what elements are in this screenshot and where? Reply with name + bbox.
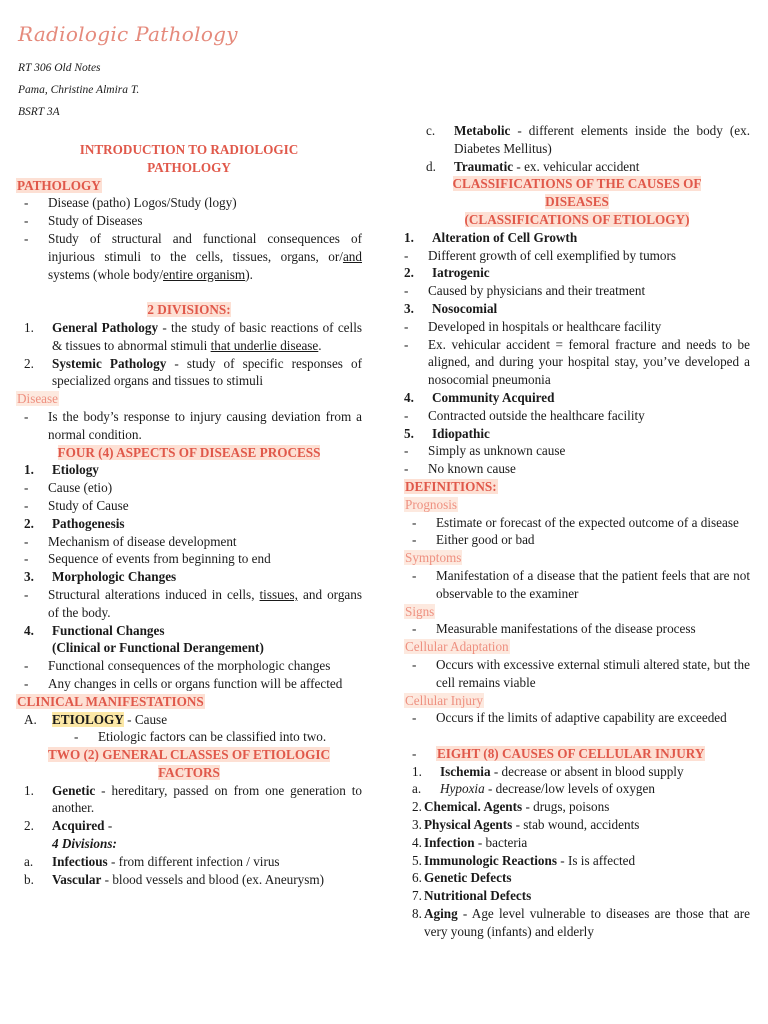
list-item: - Any changes in cells or organs function will be affected bbox=[24, 675, 343, 691]
list-item: b. Vascular - blood vessels and blood (ex. Aneurysm) bbox=[24, 871, 325, 887]
list-item: 1. General Pathology - the study of basic reactions of cells & tissues to abnormal stimuli that underlie disease. bbox=[24, 319, 362, 353]
list-item: c. Metabolic - different elements inside the body (ex. Diabetes Mellitus) bbox=[426, 123, 750, 156]
list-item: - Sequence of events from beginning to end bbox=[24, 551, 271, 567]
list-item: 5. Idiopathic bbox=[404, 425, 490, 441]
list-item: 4. Community Acquired bbox=[404, 389, 555, 405]
eight-causes-heading: - EIGHT (8) CAUSES OF CELLULAR INJURY bbox=[412, 745, 705, 761]
list-item: - Functional consequences of the morphologic changes bbox=[24, 658, 331, 674]
symptoms-tag: Symptoms bbox=[405, 550, 462, 566]
list-item: - Different growth of cell exemplified by tumors bbox=[404, 247, 677, 263]
pathology-heading bbox=[16, 177, 362, 195]
list-item: - Caused by physicians and their treatment bbox=[404, 283, 646, 299]
document-title: Radiologic Pathology bbox=[18, 22, 238, 46]
list-item: a. Infectious - from different infection / virus bbox=[24, 853, 280, 869]
list-item: - Simply as unknown cause bbox=[404, 443, 566, 459]
disease-tag: Disease bbox=[17, 391, 59, 407]
section-line: BSRT 3A bbox=[18, 106, 60, 118]
intro-heading-line1: INTRODUCTION TO RADIOLOGIC bbox=[79, 142, 299, 157]
list-item: - Is the body’s response to injury causing deviation from a normal condition. bbox=[24, 408, 362, 442]
clinical-heading: CLINICAL MANIFESTATIONS bbox=[17, 693, 204, 709]
list-item: d. Traumatic - ex. vehicular accident bbox=[426, 158, 640, 174]
list-item: - Mechanism of disease development bbox=[24, 533, 237, 549]
list-item: - Either good or bad bbox=[412, 532, 535, 548]
document-meta bbox=[18, 57, 139, 123]
cellular-adaptation-tag: Cellular Adaptation bbox=[405, 639, 509, 655]
list-item: - No known cause bbox=[404, 461, 516, 477]
list-item: - Occurs with excessive external stimuli altered state, but the cell remains viable bbox=[412, 656, 750, 690]
pathology-item-text: Disease (patho) Logos/Study (logy) bbox=[48, 195, 237, 211]
list-item: 7. Nutritional Defects bbox=[412, 888, 532, 904]
list-item: 3. Nosocomial bbox=[404, 300, 498, 316]
course-line: RT 306 Old Notes bbox=[18, 62, 101, 74]
list-item: - Study of Cause bbox=[24, 497, 129, 513]
right-column bbox=[404, 122, 750, 941]
list-item: 2. Chemical. Agents - drugs, poisons bbox=[412, 799, 610, 815]
intro-heading bbox=[16, 141, 362, 177]
intro-heading-line2: PATHOLOGY bbox=[147, 159, 231, 175]
list-item: 1. Alteration of Cell Growth bbox=[404, 229, 578, 245]
list-item: - Contracted outside the healthcare facility bbox=[404, 407, 645, 423]
disease-item-text: Is the body’s response to injury causing deviation from a normal condition. bbox=[48, 408, 362, 442]
pathology-item-text: Study of structural and functional consequences of injurious stimuli to the cells, tissues, organs, or/and systems (whole body/entire organism). bbox=[48, 230, 362, 282]
list-item: - Estimate or forecast of the expected outcome of a disease bbox=[412, 514, 739, 530]
list-item: 3. Physical Agents - stab wound, accidents bbox=[412, 817, 640, 833]
classifications-heading: CLASSIFICATIONS OF THE CAUSES OF DISEASES (CLASSIFICATIONS OF ETIOLOGY) bbox=[452, 176, 702, 227]
list-item: A. ETIOLOGY - Cause bbox=[24, 711, 168, 727]
list-item: 4. Functional Changes (Clinical or Functional Derangement) bbox=[24, 622, 264, 656]
list-item: 1. Genetic - hereditary, passed on from one generation to another. bbox=[24, 782, 362, 816]
list-item: 3. Morphologic Changes bbox=[24, 569, 177, 585]
division-1-text: General Pathology - the study of basic reactions of cells & tissues to abnormal stimuli that underlie disease. bbox=[52, 319, 362, 353]
list-item: 1. Ischemia - decrease or absent in blood supply bbox=[412, 763, 684, 779]
four-aspects-heading: FOUR (4) ASPECTS OF DISEASE PROCESS bbox=[57, 444, 321, 460]
list-item: - Etiologic factors can be classified into two. bbox=[74, 729, 327, 745]
pathology-item-text: Study of Diseases bbox=[48, 213, 143, 229]
list-item: 2. Systemic Pathology - study of specific responses of specialized organs and tissues to stimuli bbox=[24, 355, 362, 389]
list-item: - Study of structural and functional consequences of injurious stimuli to the cells, tissues, organs, or/and systems (whole body/entire organism). bbox=[24, 230, 362, 282]
prognosis-tag: Prognosis bbox=[405, 496, 458, 512]
cellular-injury-tag: Cellular Injury bbox=[405, 692, 484, 708]
list-item: 8. Aging - Age level vulnerable to diseases are those that are very young (infants) and elderly bbox=[412, 906, 750, 939]
list-item: a. Hypoxia - decrease/low levels of oxygen bbox=[412, 781, 655, 797]
list-item: 6. Genetic Defects bbox=[412, 870, 512, 886]
list-item: - Occurs if the limits of adaptive capability are exceeded bbox=[412, 710, 727, 726]
list-item: - Cause (etio) bbox=[24, 480, 113, 496]
divisions-heading: 2 DIVISIONS: bbox=[147, 302, 231, 318]
list-item: - Study of Diseases bbox=[16, 212, 362, 230]
signs-tag: Signs bbox=[405, 603, 435, 619]
definitions-heading: DEFINITIONS: bbox=[405, 478, 497, 494]
list-item: 2. Pathogenesis bbox=[24, 515, 125, 531]
list-item: 2. Iatrogenic bbox=[404, 265, 490, 281]
list-item: - Manifestation of a disease that the patient feels that are not observable to the examiner bbox=[412, 567, 750, 601]
division-2-text: Systemic Pathology - study of specific responses of specialized organs and tissues to stimuli bbox=[52, 355, 362, 389]
pathology-heading-text: PATHOLOGY bbox=[17, 177, 101, 193]
two-classes-heading: TWO (2) GENERAL CLASSES OF ETIOLOGIC FACTORS bbox=[47, 747, 330, 780]
list-item: 4. Infection - bacteria bbox=[412, 834, 528, 850]
list-item: - Ex. vehicular accident = femoral fracture and needs to be aligned, and during your hospital stay, you’ve developed a nosocomial pneumonia bbox=[404, 336, 750, 388]
left-column bbox=[16, 141, 362, 888]
list-item: - Disease (patho) Logos/Study (logy) bbox=[16, 194, 362, 212]
list-item: 5. Immunologic Reactions - Is is affected bbox=[412, 852, 636, 868]
list-item: - Structural alterations induced in cells, tissues, and organs of the body. bbox=[24, 586, 362, 620]
list-item: 2. Acquired - 4 Divisions: bbox=[24, 818, 117, 852]
list-item: 1. Etiology bbox=[24, 462, 99, 478]
author-line: Pama, Christine Almira T. bbox=[18, 84, 140, 96]
list-item: - Measurable manifestations of the disease process bbox=[412, 621, 696, 637]
list-item: - Developed in hospitals or healthcare facility bbox=[404, 318, 662, 334]
